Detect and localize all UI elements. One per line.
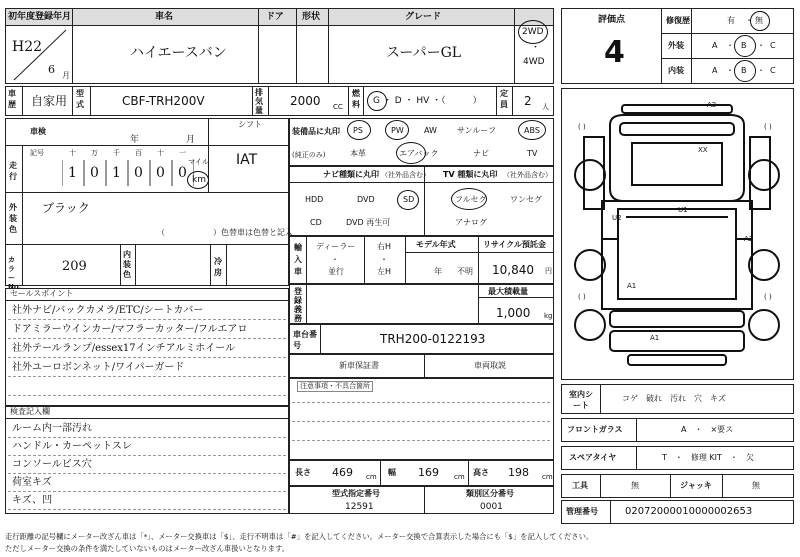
exterior-grade-option: ・ — [726, 41, 734, 50]
divider — [22, 244, 23, 286]
interior-color-label: 内装色 — [123, 250, 131, 279]
divider — [478, 284, 479, 324]
repair-option: 無 — [755, 16, 763, 25]
interior-seat-options: コゲ 破れ 汚れ 穴 キズ — [622, 394, 726, 403]
right-mirror-top — [750, 137, 770, 209]
type-designation-value: 12591 — [345, 502, 374, 512]
import-dot2: ・ — [380, 255, 388, 264]
displacement-label: 排気量 — [255, 88, 263, 115]
drive-dot: ・ — [531, 43, 541, 53]
sales-line — [8, 376, 286, 377]
reg-label: 車歴 — [8, 89, 16, 109]
notes-line — [8, 455, 286, 456]
divider — [306, 284, 307, 324]
warranty-block — [289, 354, 554, 378]
svg-text:( ): ( ) — [764, 123, 772, 131]
divider — [5, 418, 289, 419]
divider — [22, 192, 23, 244]
first-reg-label: 初年度登録年月 — [8, 12, 72, 22]
shaken-month-unit: 月 — [186, 135, 196, 145]
spare-tire-label: スペアタイヤ — [569, 453, 617, 462]
divider — [661, 58, 794, 59]
exterior-color-value: ブラック — [42, 201, 90, 215]
recycle-value: 10,840 — [492, 263, 534, 277]
divider — [405, 236, 406, 284]
sales-point-item: 社外テールランプ/essex17インチアルミホイール — [12, 343, 236, 354]
mileage-digit: 1 — [112, 165, 121, 181]
tv-analog: アナログ — [455, 218, 487, 227]
color-change-note: （ ）色替車は色替と記入 — [157, 228, 293, 237]
windshield-label: フロントガラス — [567, 425, 623, 434]
diagram-mark-xx: XX — [698, 146, 708, 154]
sales-line — [8, 338, 286, 339]
height-value: 198 — [508, 466, 529, 479]
wheel-front-right — [749, 160, 779, 190]
wheel-front-left — [575, 160, 605, 190]
wheel-rear-right — [749, 250, 779, 280]
displacement-value: 2000 — [290, 94, 321, 108]
tv-fullseg: フルセグ — [455, 195, 487, 204]
exterior-grade-option: A — [712, 41, 718, 50]
repair-label: 修復歴 — [666, 16, 690, 25]
max-load-unit: kg — [544, 312, 553, 320]
divider — [512, 86, 513, 116]
length-value: 469 — [332, 466, 353, 479]
navi-dvd: DVD — [357, 195, 375, 204]
tv-sub: （社外品含む） — [503, 171, 552, 179]
divider — [478, 297, 554, 298]
sales-point-item: 社外ユーロボンネット/ワイパーガード — [12, 362, 185, 373]
shaken-label: 車検 — [30, 127, 46, 136]
divider — [496, 86, 497, 116]
equipment-item: エアバック — [399, 149, 439, 158]
exterior-grade-option: C — [770, 41, 776, 50]
divider — [348, 86, 349, 116]
capacity-unit: 人 — [542, 103, 549, 111]
inspector-notes-label: 検査記入欄 — [10, 407, 50, 416]
exterior-grade-label: 外装 — [668, 41, 684, 50]
divider — [661, 8, 662, 84]
mileage-header: 百 — [135, 149, 142, 157]
navi-cd: CD — [310, 218, 322, 227]
equipment-item: AW — [424, 126, 437, 135]
recycle-yen: 円 — [545, 267, 552, 275]
car-diagram — [562, 89, 793, 379]
slash-line — [8, 28, 70, 82]
equipment-item: PS — [353, 126, 363, 135]
width-label: 幅 — [388, 468, 396, 477]
sales-line — [8, 395, 286, 396]
warranty-label: 新車保証書 — [339, 361, 379, 370]
divider — [405, 252, 554, 253]
month-unit: 月 — [62, 71, 70, 80]
divider — [210, 244, 211, 286]
notes-area-label: 注意事項・不具合箇所 — [297, 381, 373, 392]
diagram-mark-a1-left: A1 — [627, 282, 637, 290]
divider — [636, 418, 637, 442]
wheel-rear-left — [575, 250, 605, 280]
equipment-item: PW — [391, 126, 404, 135]
mileage-header: 一 — [179, 149, 186, 157]
mileage-digit: 0 — [156, 165, 165, 181]
divider — [610, 500, 611, 524]
width-value: 169 — [418, 466, 439, 479]
mileage-header: 千 — [113, 149, 120, 157]
car-name-label: 車名 — [155, 12, 174, 22]
diagram-mark-a3: A3 — [707, 101, 717, 109]
repair-option: 有 — [727, 16, 735, 25]
wheel-spare-left — [575, 310, 605, 340]
divider — [72, 86, 73, 116]
capacity-label: 定員 — [500, 89, 508, 109]
import-dot1: ・ — [331, 255, 339, 264]
mileage-header: 記号 — [30, 149, 44, 157]
notes-line — [8, 473, 286, 474]
import-dealer: ディーラー — [316, 242, 356, 251]
model-label: 型式 — [76, 89, 84, 109]
width-unit: cm — [454, 473, 465, 481]
divider — [289, 182, 554, 183]
manual-label: 車両取説 — [474, 361, 506, 370]
reg-value: 自家用 — [31, 94, 68, 108]
inspector-note-item: ルーム内一部汚れ — [12, 423, 92, 434]
sales-line — [8, 357, 286, 358]
exterior-color-label: 外装色 — [9, 203, 17, 234]
tools-value: 無 — [631, 481, 639, 490]
divider — [722, 474, 723, 498]
mileage-digit: 0 — [134, 165, 143, 181]
max-load-value: 1,000 — [496, 306, 531, 320]
mileage-header: 万 — [91, 149, 98, 157]
diagram-mark-u1: U1 — [678, 206, 688, 214]
shaken-year-unit: 年 — [130, 135, 140, 145]
diagram-mark-u2: U2 — [612, 214, 622, 222]
color-no-value: 209 — [62, 259, 87, 274]
interior-grade-option: A — [712, 66, 718, 75]
tv-label: TV 種類に丸印 — [443, 170, 498, 179]
divider — [691, 8, 692, 84]
notes-line — [292, 440, 550, 441]
height-label: 高さ — [473, 468, 489, 477]
rear-bumper — [628, 355, 726, 365]
windshield-top — [620, 123, 734, 135]
sales-point-item: 社外ナビ/バックカメラ/ETC/シートカバー — [12, 305, 204, 316]
mileage-label: 走行 — [9, 161, 17, 181]
equipment-sub-label: (純正のみ) — [292, 151, 326, 159]
equipment-item: TV — [527, 149, 538, 158]
notes-line — [8, 437, 286, 438]
divider — [424, 486, 425, 514]
divider — [670, 474, 671, 498]
inspector-note-item: キズ、凹 — [12, 495, 53, 506]
divider — [5, 300, 289, 301]
management-value: 02072000010000002653 — [625, 506, 753, 517]
windshield-options: A ・ ×要ス — [681, 425, 734, 434]
mileage-digit: 0 — [178, 165, 187, 181]
footer-line1: 走行距離の記号欄にメーター改ざん車は「*」、メーター交換車は「$」、走行不明車は「#」を記入してください。メーター交換で合算表示した場合にも「$」を記入してください。 — [5, 532, 594, 541]
equipment-label: 装備品に丸印 — [292, 127, 340, 136]
divider — [72, 8, 73, 84]
svg-text:( ): ( ) — [578, 293, 586, 301]
equipment-item: 本革 — [350, 149, 366, 158]
score-value: 4 — [604, 35, 625, 70]
divider — [600, 384, 601, 414]
sales-points-label: セールスポイント — [10, 289, 74, 298]
import-parallel: 並行 — [328, 267, 344, 276]
color-no-label: カラーNo. — [8, 256, 22, 291]
drive-4wd: 4WD — [523, 57, 545, 67]
chassis-value: TRH200-0122193 — [380, 332, 486, 346]
divider — [306, 236, 307, 284]
equipment-item: サンルーフ — [457, 126, 496, 135]
divider — [226, 244, 227, 286]
door-label: ドア — [266, 12, 284, 22]
chassis-label: 車台番号 — [293, 330, 317, 350]
interior-grade-option: B — [741, 66, 747, 75]
divider — [328, 8, 329, 84]
inspector-note-item: ハンドル・カーペットスレ — [12, 441, 132, 452]
svg-text:( ): ( ) — [764, 293, 772, 301]
navi-sub: （社外品含む） — [381, 171, 430, 179]
equipment-item: ナビ — [473, 149, 489, 158]
divider — [478, 236, 479, 284]
sales-line — [8, 319, 286, 320]
recycle-label: リサイクル預託金 — [483, 240, 546, 249]
mileage-digit: 1 — [68, 165, 77, 181]
notes-line — [8, 491, 286, 492]
divider — [296, 8, 297, 84]
length-label: 長さ — [295, 468, 311, 477]
svg-text:( ): ( ) — [578, 123, 586, 131]
divider — [90, 86, 91, 116]
score-label: 評価点 — [598, 15, 626, 25]
interior-seat-label: 室内シート — [569, 390, 593, 410]
notes-line — [8, 509, 286, 510]
cc-unit: CC — [333, 103, 343, 111]
navi-dvd-play: DVD 再生可 — [346, 218, 391, 227]
category-label: 類別区分番号 — [466, 489, 514, 498]
footer-line2: ただしメーター交換の条件を満たしていないものはメーター改ざん車扱いとなります。 — [5, 544, 289, 553]
divider — [320, 324, 321, 354]
model-value: CBF-TRH200V — [122, 94, 205, 108]
navi-hdd: HDD — [305, 195, 324, 204]
tv-oneseg: ワンセグ — [510, 195, 542, 204]
interior-grade-option: C — [770, 66, 776, 75]
first-reg-month: 6 — [48, 63, 55, 76]
max-load-label: 最大積載量 — [488, 287, 528, 296]
divider — [5, 244, 289, 245]
divider — [514, 8, 515, 84]
divider — [661, 33, 794, 34]
interior-grade-option: ・ — [757, 66, 765, 75]
divider — [268, 86, 269, 116]
divider — [364, 236, 365, 284]
interior-grade-label: 内装 — [668, 66, 684, 75]
divider — [22, 86, 23, 116]
import-left-h: 左H — [377, 267, 392, 276]
rear-panel — [610, 331, 744, 351]
equipment-item: ABS — [524, 126, 540, 135]
grade-value: スーパーGL — [386, 45, 462, 61]
tools-label: 工具 — [572, 481, 588, 490]
shift-label: シフト — [238, 120, 262, 129]
registration-label: 登録義務 — [294, 287, 302, 323]
inspector-note-item: コンソールビス穴 — [12, 459, 92, 470]
mileage-header: 十 — [157, 149, 164, 157]
jack-label: ジャッキ — [680, 481, 712, 490]
navi-sd: SD — [403, 195, 415, 204]
divider — [636, 446, 637, 470]
capacity-value: 2 — [524, 94, 532, 108]
divider — [600, 474, 601, 498]
wheel-spare-right — [749, 310, 779, 340]
notes-line — [292, 421, 550, 422]
divider — [468, 460, 469, 486]
import-right-h: 右H — [377, 242, 392, 251]
length-unit: cm — [366, 473, 377, 481]
notes-line — [292, 402, 550, 403]
mileage-header: 十 — [69, 149, 76, 157]
divider — [120, 244, 121, 286]
diagram-mark-a1-rear: A1 — [650, 334, 660, 342]
fuel-label: 燃料 — [352, 89, 360, 109]
divider — [5, 145, 289, 146]
roof-outline — [610, 115, 744, 201]
category-value: 0001 — [480, 502, 503, 512]
repair-option: ・ — [745, 16, 753, 25]
exterior-grade-option: B — [741, 41, 747, 50]
divider — [363, 86, 364, 116]
grade-label: グレード — [405, 12, 442, 22]
model-year-label: モデル年式 — [416, 240, 456, 249]
divider — [252, 86, 253, 116]
left-mirror-top — [584, 137, 604, 209]
divider — [135, 244, 136, 286]
exterior-grade-option: ・ — [757, 41, 765, 50]
model-year-unit: 年 — [434, 267, 442, 276]
divider — [5, 192, 289, 193]
import-label: 輸入車 — [294, 243, 302, 276]
rear-window — [610, 311, 744, 327]
cooler-label: 冷房 — [214, 257, 222, 277]
roof-panel — [632, 143, 722, 185]
navi-label: ナビ種類に丸印 — [323, 170, 379, 179]
spare-tire-options: T ・ 修理 KIT ・ 欠 — [662, 453, 754, 462]
divider — [424, 354, 425, 378]
management-label: 管理番号 — [566, 507, 598, 516]
car-name-value: ハイエースバン — [130, 45, 227, 61]
height-unit: cm — [542, 473, 553, 481]
first-reg-year: H22 — [12, 39, 43, 55]
km-label: km — [192, 175, 206, 185]
inspector-note-item: 荷室キズ — [12, 477, 52, 488]
sales-point-item: ドアミラーウインカー/マフラーカッター/フルエアロ — [12, 324, 248, 335]
fuel-options: G ・ D ・ HV ・（ ） — [373, 96, 482, 106]
divider — [258, 8, 259, 84]
diagram-mark-a2: A2 — [744, 235, 754, 243]
mile-label: マイル — [188, 158, 209, 166]
type-designation-label: 型式指定番号 — [332, 489, 380, 498]
shape-label: 形状 — [302, 12, 321, 22]
interior-grade-option: ・ — [726, 66, 734, 75]
jack-value: 無 — [752, 481, 760, 490]
mileage-digit: 0 — [90, 165, 99, 181]
shift-value: IAT — [236, 152, 258, 168]
divider — [380, 460, 381, 486]
divider — [22, 145, 23, 192]
type-numbers-block — [289, 486, 554, 514]
drive-2wd: 2WD — [522, 27, 544, 37]
model-year-unknown: 不明 — [457, 267, 473, 276]
